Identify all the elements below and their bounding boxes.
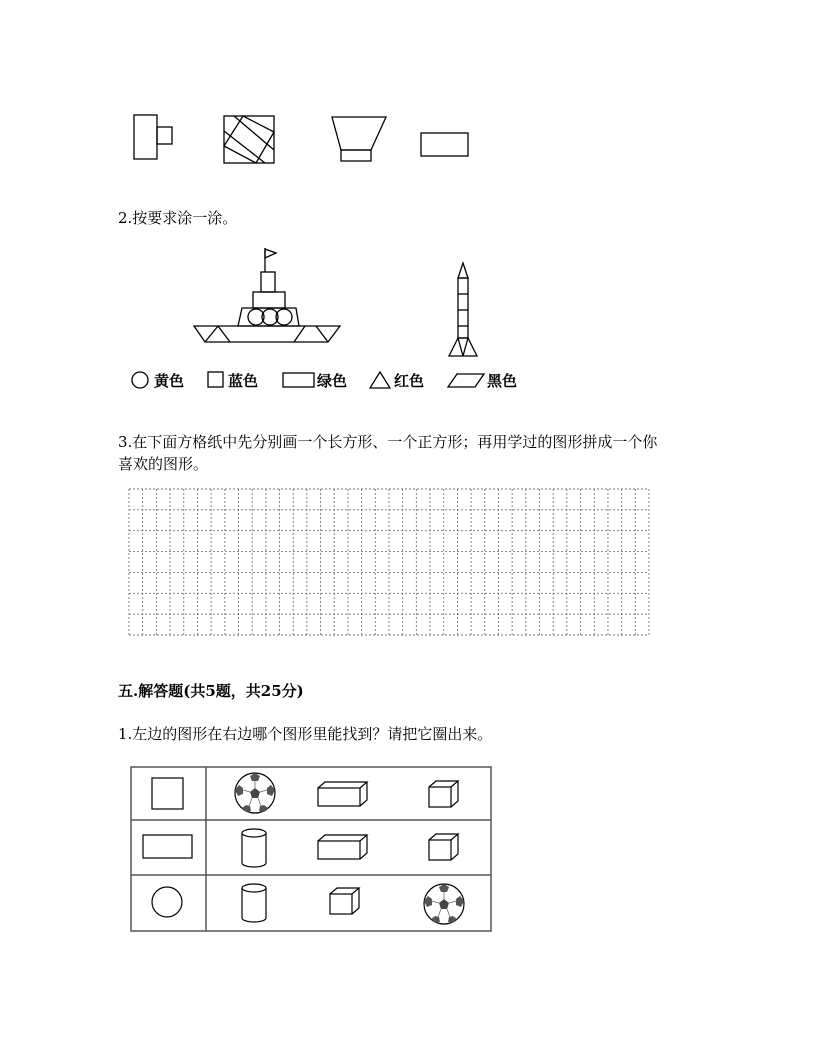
- shape-trapezoid-icon: [332, 117, 386, 161]
- table-row-3-cylinder-icon[interactable]: [242, 884, 266, 922]
- question-2: 2.按要求涂一涂。: [118, 209, 238, 227]
- shape-rectangle-icon: [421, 133, 468, 156]
- parallelogram-icon: [447, 370, 487, 390]
- table-row-2-cube-icon[interactable]: [429, 834, 458, 860]
- table-row-3-soccer-ball-icon[interactable]: [424, 884, 464, 924]
- section-5-title: 五.解答题(共5题，共25分): [118, 682, 304, 700]
- rocket-drawing: [449, 263, 477, 356]
- table-row-1-soccer-ball-icon[interactable]: [235, 773, 275, 813]
- circle-icon: [130, 370, 150, 390]
- legend-label-black: 黑色: [487, 372, 518, 390]
- table-frame: [131, 767, 491, 931]
- legend-label-red: 红色: [394, 372, 425, 390]
- shape-square-with-inner-square-icon: [224, 116, 274, 163]
- square-icon: [206, 370, 226, 390]
- ship-drawing: [194, 248, 340, 342]
- table-row-1-left-square-icon: [152, 778, 183, 809]
- legend-label-yellow: 黄色: [154, 372, 185, 390]
- legend-label-blue: 蓝色: [228, 372, 259, 390]
- rectangle-icon: [282, 370, 318, 390]
- question-3: [118, 431, 718, 475]
- table-row-3-left-circle-icon: [152, 887, 182, 917]
- question-3-line2: 喜欢的图形。: [118, 455, 209, 473]
- dashed-grid-paper[interactable]: [128, 488, 650, 638]
- table-row-3-cube-icon[interactable]: [330, 888, 359, 914]
- question-5-1: 1.左边的图形在右边哪个图形里能找到？请把它圈出来。: [118, 725, 493, 743]
- table-row-1-cube-icon[interactable]: [429, 781, 458, 807]
- shape-rect-with-tab-icon: [134, 115, 172, 159]
- table-row-2-left-rectangle-icon: [143, 835, 192, 858]
- table-row-2-cylinder-icon[interactable]: [242, 829, 266, 867]
- legend-label-green: 绿色: [317, 372, 348, 390]
- question-3-line1: 3.在下面方格纸中先分别画一个长方形、一个正方形；再用学过的图形拼成一个你: [118, 433, 658, 451]
- table-row-1-cuboid-icon[interactable]: [318, 782, 367, 806]
- triangle-icon: [369, 370, 393, 390]
- table-row-2-cuboid-icon[interactable]: [318, 835, 367, 859]
